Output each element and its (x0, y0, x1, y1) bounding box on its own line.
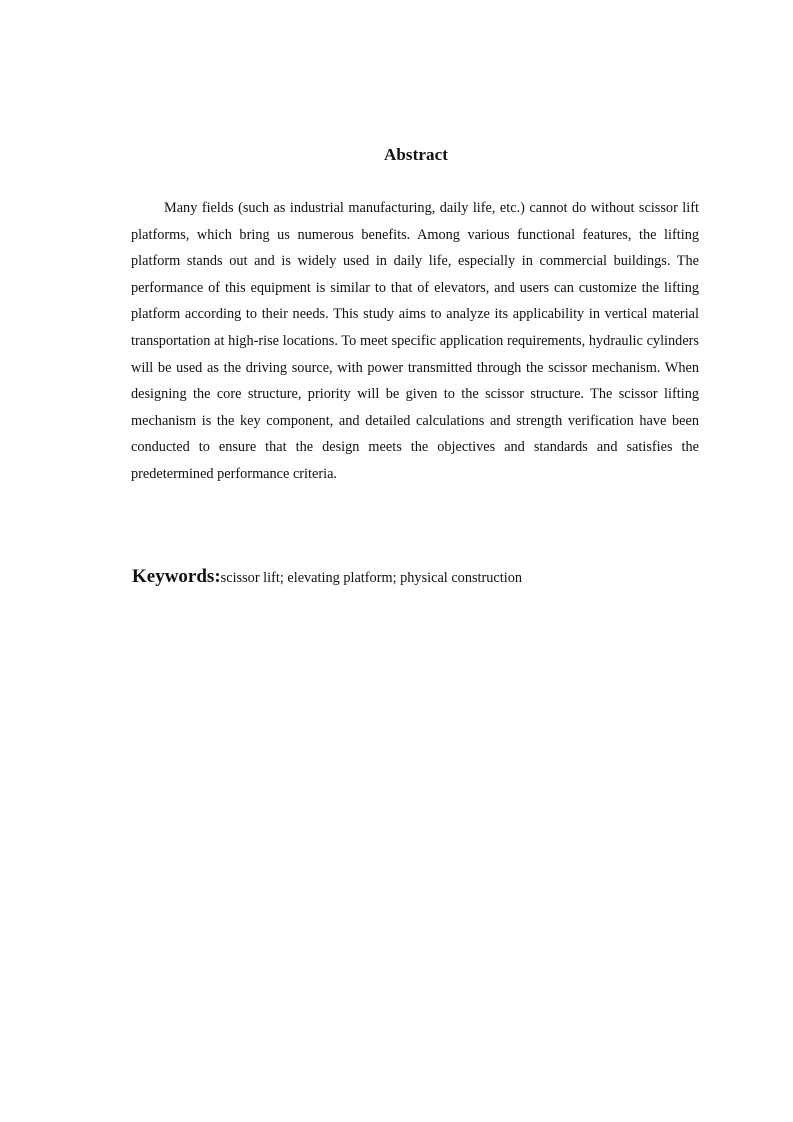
keywords-label: Keywords: (132, 566, 221, 587)
abstract-title: Abstract (383, 145, 449, 164)
keywords-list: scissor lift; elevating platform; physical construction (220, 570, 523, 586)
keywords-line (132, 566, 732, 588)
abstract-paragraph: Many fields (such as industrial manufacturing, daily life, etc.) cannot do without scissor lift platforms, which bring us numerous benefits. Among various functional features, the lifting platform stands out and is widely used in daily life, especially in commercial buildings. The performance of this equipment is similar to that of elevators, and users can customize the lifting platform according to their needs. This study aims to analyze its applicability in vertical material transportation at high-rise locations. To meet specific application requirements, hydraulic cylinders will be used as the driving source, with power transmitted through the scissor mechanism. When designing the core structure, priority will be given to the scissor structure. The scissor lifting mechanism is the key component, and detailed calculations and strength verification have been conducted to ensure that the design meets the objectives and standards and satisfies the predetermined performance criteria. (131, 200, 699, 482)
